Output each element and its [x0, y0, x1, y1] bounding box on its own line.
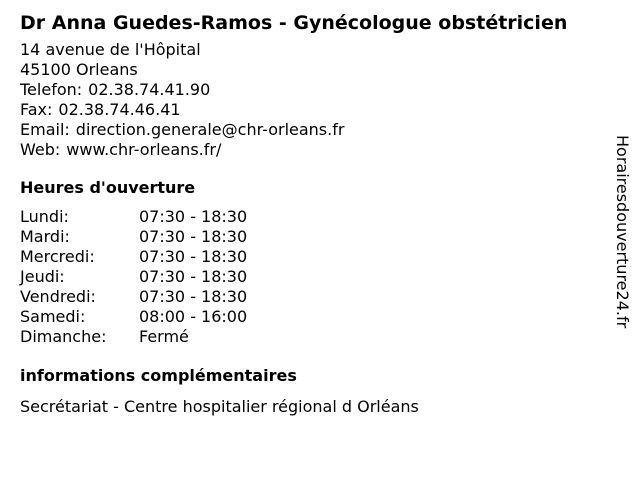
fax-label: Fax: — [20, 100, 53, 119]
watermark-text: Horairesdouverture24.fr — [613, 135, 632, 329]
hours-time: 07:30 - 18:30 — [139, 227, 248, 246]
hours-time: 07:30 - 18:30 — [139, 247, 248, 266]
hours-row — [20, 307, 605, 327]
fax-line — [20, 100, 605, 120]
hours-day: Dimanche: — [20, 327, 107, 346]
fax-number: 02.38.74.46.41 — [58, 100, 181, 119]
hours-row — [20, 247, 605, 267]
page-title: Dr Anna Guedes-Ramos - Gynécologue obstétricien — [20, 12, 568, 34]
hours-day: Mercredi: — [20, 247, 95, 266]
hours-time: 08:00 - 16:00 — [139, 307, 248, 326]
info-heading: informations complémentaires — [20, 366, 297, 385]
hours-row — [20, 207, 605, 227]
web-label: Web: — [20, 140, 61, 159]
web-line — [20, 140, 605, 160]
address-street: 14 avenue de l'Hôpital — [20, 40, 201, 59]
listing-card — [20, 10, 605, 417]
email-line — [20, 120, 605, 140]
hours-time: Fermé — [139, 327, 189, 346]
hours-day: Mardi: — [20, 227, 70, 246]
address-city: 45100 Orleans — [20, 60, 138, 79]
email-link[interactable]: direction.generale@chr-orleans.fr — [75, 120, 345, 139]
phone-line — [20, 80, 605, 100]
hours-heading: Heures d'ouverture — [20, 178, 196, 197]
hours-row — [20, 287, 605, 307]
hours-day: Lundi: — [20, 207, 69, 226]
hours-time: 07:30 - 18:30 — [139, 207, 248, 226]
hours-time: 07:30 - 18:30 — [139, 267, 248, 286]
email-label: Email: — [20, 120, 70, 139]
hours-row — [20, 327, 605, 347]
hours-day: Jeudi: — [20, 267, 65, 286]
hours-row — [20, 267, 605, 287]
hours-day: Vendredi: — [20, 287, 96, 306]
hours-row — [20, 227, 605, 247]
phone-number[interactable]: 02.38.74.41.90 — [88, 80, 211, 99]
web-link[interactable]: www.chr-orleans.fr/ — [66, 140, 222, 159]
hours-day: Samedi: — [20, 307, 86, 326]
phone-label: Telefon: — [20, 80, 83, 99]
info-text: Secrétariat - Centre hospitalier régional d Orléans — [20, 397, 419, 416]
hours-time: 07:30 - 18:30 — [139, 287, 248, 306]
